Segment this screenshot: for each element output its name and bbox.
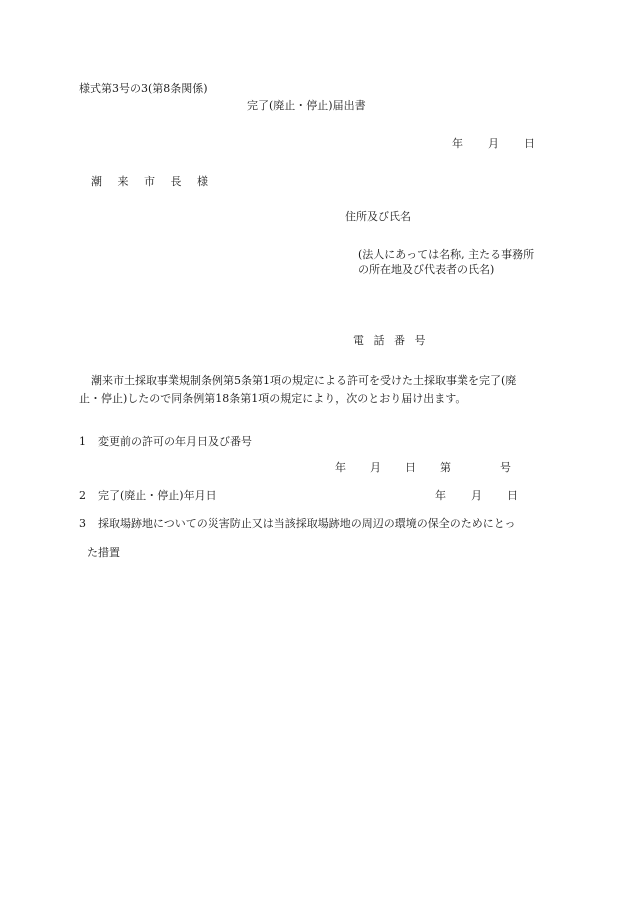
item-3-number: 3 — [79, 517, 86, 530]
item-1-dai-label: 第 — [440, 461, 451, 474]
item-2-month-label: 月 — [471, 489, 482, 502]
date-day-label: 日 — [524, 137, 535, 150]
item-1-day-label: 日 — [405, 461, 416, 474]
addressee: 潮 来 市 長 様 — [91, 175, 214, 188]
document-title: 完了(廃止・停止)届出書 — [247, 99, 366, 112]
item-2-day-label: 日 — [507, 489, 518, 502]
item-2-year-label: 年 — [435, 489, 446, 502]
date-month-label: 月 — [488, 137, 499, 150]
corporate-note-line2: の所在地及び代表者の氏名) — [358, 263, 495, 276]
corporate-note-line1: (法人にあっては名称, 主たる事務所 — [358, 248, 535, 261]
item-1-month-label: 月 — [370, 461, 381, 474]
item-3-label-line2: た措置 — [87, 546, 120, 559]
body-text-line2: 止・停止)したので同条例第18条第1項の規定により，次のとおり届け出ます。 — [79, 392, 467, 405]
item-1-number: 1 — [79, 435, 86, 448]
date-year-label: 年 — [452, 137, 463, 150]
item-2-number: 2 — [79, 489, 86, 502]
form-number: 様式第3号の3(第8条関係) — [79, 82, 208, 95]
item-1-label: 変更前の許可の年月日及び番号 — [98, 435, 252, 448]
address-name-label: 住所及び氏名 — [345, 210, 411, 223]
item-1-go-label: 号 — [500, 461, 511, 474]
item-3-label-line1: 採取場跡地についての災害防止又は当該採取場跡地の周辺の環境の保全のためにとっ — [98, 517, 516, 530]
item-1-year-label: 年 — [335, 461, 346, 474]
phone-label: 電 話 番 号 — [353, 334, 429, 347]
item-2-label: 完了(廃止・停止)年月日 — [98, 489, 217, 502]
body-text-line1: 潮来市土採取事業規制条例第5条第1項の規定による許可を受けた土採取事業を完了(廃 — [91, 374, 517, 387]
